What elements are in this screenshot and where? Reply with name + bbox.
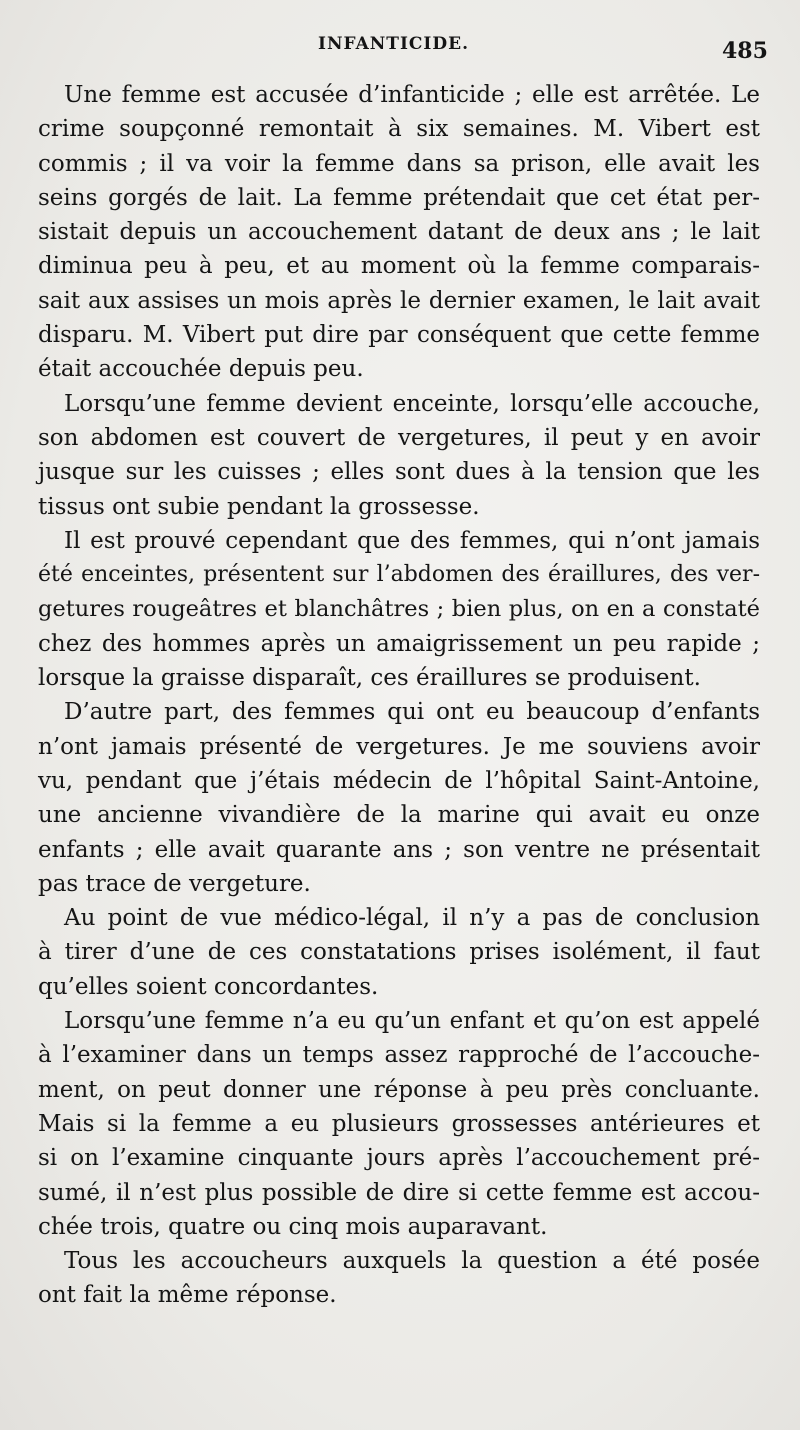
text-line: chez des hommes après un amaigrissement un peu rapide ;	[38, 630, 760, 657]
text-line: D’autre part, des femmes qui ont eu beaucoup d’enfants	[64, 699, 760, 726]
text-line: Au point de vue médico-légal, il n’y a pas de conclusion	[64, 905, 760, 932]
text-line: diminua peu à peu, et au moment où la femme comparais-	[38, 253, 760, 280]
text-line: été enceintes, présentent sur l’abdomen des éraillures, des ver-	[38, 562, 760, 588]
text-line: n’ont jamais présenté de vergetures. Je me souviens avoir	[38, 733, 760, 760]
text-line: Lorsqu’une femme devient enceinte, lorsqu’elle accouche,	[64, 390, 760, 417]
text-line: disparu. M. Vibert put dire par conséquent que cette femme	[38, 322, 760, 349]
text-line: vu, pendant que j’étais médecin de l’hôpital Saint-Antoine,	[38, 767, 760, 794]
text-line: commis ; il va voir la femme dans sa prison, elle avait les	[38, 150, 760, 177]
running-title: INFANTICIDE.	[318, 34, 469, 54]
text-line: sait aux assises un mois après le dernier examen, le lait avait	[38, 287, 760, 314]
text-line: si on l’examine cinquante jours après l’accouchement pré-	[38, 1145, 760, 1172]
text-line: pas trace de vergeture.	[38, 870, 311, 897]
text-line: une ancienne vivandière de la marine qui avait eu onze	[38, 802, 760, 829]
text-line: son abdomen est couvert de vergetures, il peut y en avoir	[38, 424, 760, 451]
text-line: getures rougeâtres et blanchâtres ; bien plus, on en a constaté	[38, 596, 760, 623]
text-line: Tous les accoucheurs auxquels la question a été posée	[64, 1248, 760, 1275]
text-line: Lorsqu’une femme n’a eu qu’un enfant et qu’on est appelé	[64, 1008, 760, 1035]
text-line: enfants ; elle avait quarante ans ; son ventre ne présentait	[38, 836, 760, 863]
page-number: 485	[722, 38, 768, 64]
body-text	[38, 78, 760, 1313]
text-line: ont fait la même réponse.	[38, 1282, 337, 1309]
text-line: Mais si la femme a eu plusieurs grossesses antérieures et	[38, 1110, 760, 1137]
text-line: sistait depuis un accouchement datant de deux ans ; le lait	[38, 219, 760, 246]
text-line: jusque sur les cuisses ; elles sont dues à la tension que les	[38, 459, 760, 486]
text-line: sumé, il n’est plus possible de dire si cette femme est accou-	[38, 1179, 760, 1206]
text-line: chée trois, quatre ou cinq mois auparavant.	[38, 1213, 548, 1240]
text-line: ment, on peut donner une réponse à peu près concluante.	[38, 1076, 760, 1103]
text-line: qu’elles soient concordantes.	[38, 973, 379, 1000]
text-line: tissus ont subie pendant la grossesse.	[38, 493, 480, 520]
text-line: crime soupçonné remontait à six semaines. M. Vibert est	[38, 116, 760, 143]
text-line: lorsque la graisse disparaît, ces éraillures se produisent.	[38, 665, 701, 692]
text-line: seins gorgés de lait. La femme prétendait que cet état per-	[38, 184, 760, 211]
text-line: à l’examiner dans un temps assez rapproché de l’accouche-	[38, 1042, 760, 1069]
text-line: Une femme est accusée d’infanticide ; elle est arrêtée. Le	[64, 82, 760, 108]
text-line: était accouchée depuis peu.	[38, 356, 364, 383]
text-line: à tirer d’une de ces constatations prises isolément, il faut	[38, 939, 760, 966]
text-line: Il est prouvé cependant que des femmes, qui n’ont jamais	[64, 527, 760, 554]
